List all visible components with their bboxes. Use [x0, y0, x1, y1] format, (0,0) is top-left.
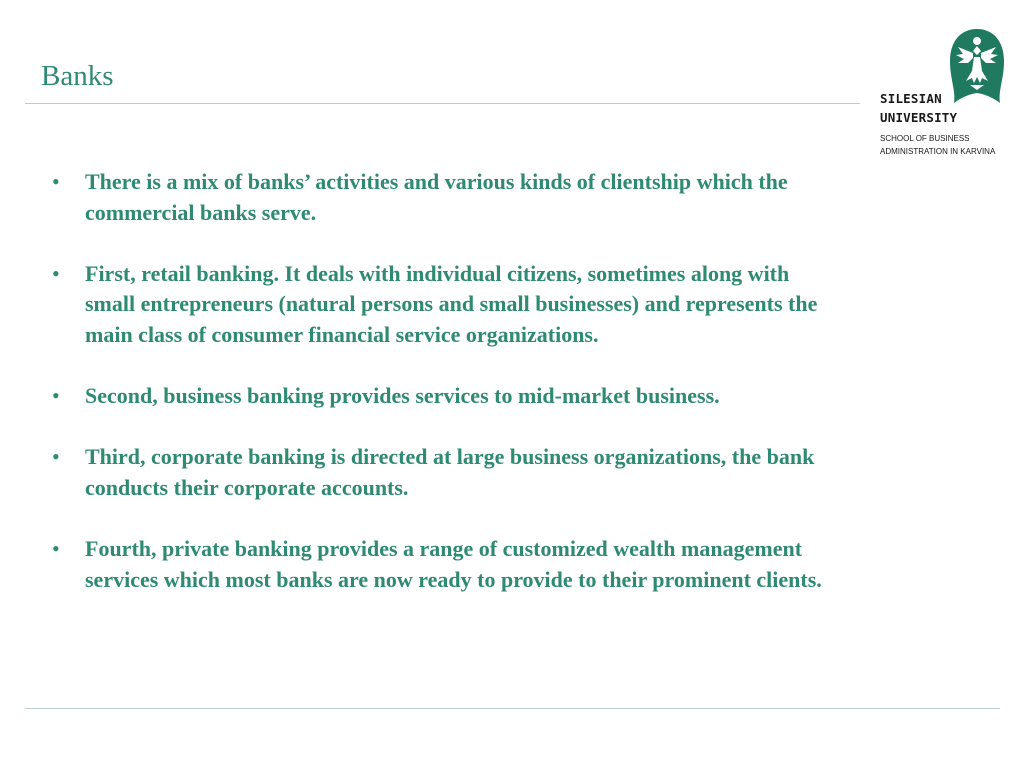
bullet-list [52, 167, 842, 626]
logo-text-university: UNIVERSITY [880, 110, 958, 125]
footer-divider [25, 708, 1000, 709]
bullet-text: Fourth, private banking provides a range of customized wealth management services which most banks are now ready to provide to their prominent clients. [85, 536, 822, 592]
logo-text-school: SCHOOL OF BUSINESS [880, 134, 970, 143]
bullet-item [52, 534, 842, 595]
university-logo [878, 27, 1018, 162]
bullet-icon: • [52, 444, 60, 470]
bullet-icon: • [52, 169, 60, 194]
bullet-item [52, 381, 842, 412]
title-divider [25, 103, 860, 104]
logo-text-silesian: SILESIAN [880, 91, 942, 106]
bullet-text: There is a mix of banks’ activities and various kinds of clientship which the commercial banks serve. [85, 169, 788, 225]
bullet-text: Second, business banking provides services to mid-market business. [85, 383, 720, 409]
logo-text-administration: ADMINISTRATION IN KARVINA [880, 147, 996, 156]
bullet-icon: • [52, 260, 60, 286]
bullet-icon: • [52, 383, 60, 409]
bullet-text: First, retail banking. It deals with individual citizens, sometimes along with small entrepreneurs (natural persons and small businesses) and represents the main class of consumer financial service organizations. [85, 260, 818, 347]
bullet-icon: • [52, 536, 60, 562]
slide-title: Banks [41, 60, 114, 92]
bullet-item [52, 442, 842, 503]
bullet-item [52, 259, 842, 351]
bullet-item [52, 167, 842, 228]
bullet-text: Third, corporate banking is directed at large business organizations, the bank conducts their corporate accounts. [85, 444, 815, 500]
eagle-emblem-icon [948, 27, 1006, 105]
